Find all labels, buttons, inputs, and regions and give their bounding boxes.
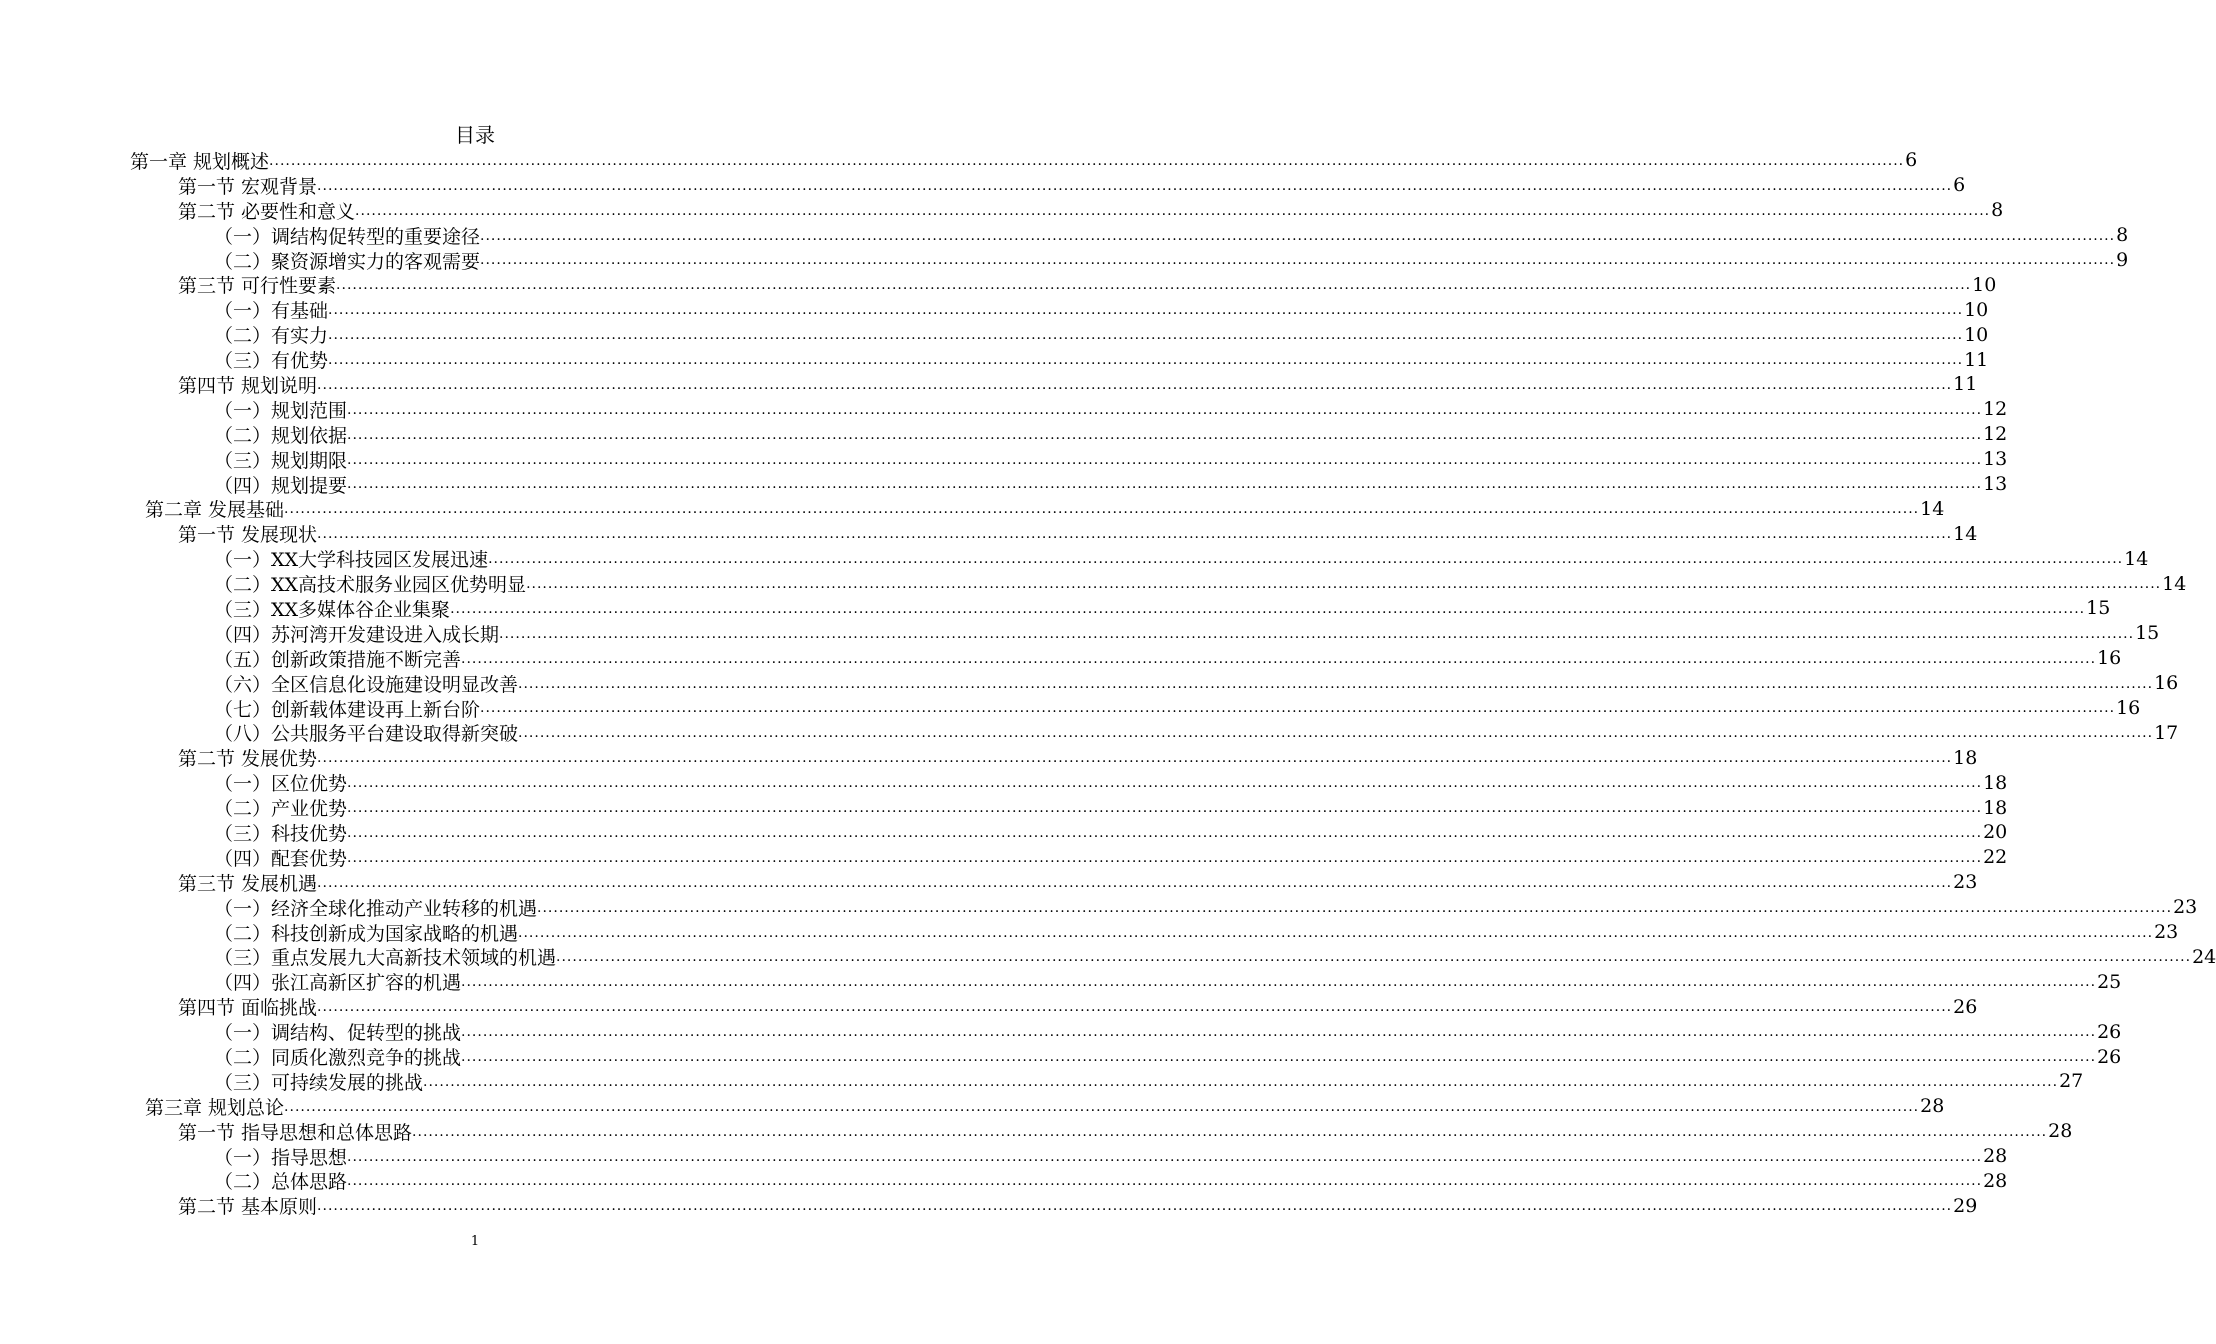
toc-entry-label: （二）同质化激烈竞争的挑战 xyxy=(214,1047,462,1070)
toc-leader-dots: ............................................................................................................................................................................................................................................................................................................ xyxy=(347,849,1983,866)
toc-leader-dots: ............................................................................................................................................................................................................................................................................................................ xyxy=(461,1048,2097,1065)
toc-entry-page: 11 xyxy=(1964,348,1989,371)
toc-leader-dots: ............................................................................................................................................................................................................................................................................................................ xyxy=(518,725,2154,742)
toc-entry-page: 18 xyxy=(1983,771,2008,794)
toc-title: 目录 xyxy=(455,123,495,147)
toc-entry-label: 第一节 发展现状 xyxy=(178,524,318,547)
toc-entry[interactable] xyxy=(214,223,2129,248)
toc-entry-label: 第四节 面临挑战 xyxy=(178,997,318,1020)
toc-entry-label: （三）可持续发展的挑战 xyxy=(214,1071,424,1094)
toc-leader-dots: ............................................................................................................................................................................................................................................................................................................ xyxy=(347,824,1983,841)
toc-entry[interactable] xyxy=(214,596,2111,621)
toc-leader-dots: ............................................................................................................................................................................................................................................................................................................ xyxy=(328,327,1964,344)
toc-leader-dots: ............................................................................................................................................................................................................................................................................................................ xyxy=(317,1198,1953,1215)
toc-entry-label: （三）规划期限 xyxy=(214,449,348,472)
toc-entry-page: 16 xyxy=(2154,672,2179,695)
toc-entry-page: 11 xyxy=(1953,373,1978,396)
toc-leader-dots: ............................................................................................................................................................................................................................................................................................................ xyxy=(499,625,2135,642)
toc-entry[interactable] xyxy=(214,347,1989,373)
toc-entry-label: （三）重点发展九大高新技术领域的机遇 xyxy=(214,947,557,970)
toc-entry-label: （一）有基础 xyxy=(214,300,329,323)
toc-entry-page: 16 xyxy=(2097,647,2122,670)
toc-entry[interactable] xyxy=(214,1044,2122,1070)
toc-entry-label: 第一节 宏观背景 xyxy=(178,175,318,198)
toc-entry[interactable] xyxy=(178,994,1978,1020)
toc-leader-dots: ............................................................................................................................................................................................................................................................................................................ xyxy=(412,1123,2048,1140)
toc-list xyxy=(0,148,2216,1219)
toc-entry[interactable] xyxy=(214,248,2129,273)
toc-leader-dots: ............................................................................................................................................................................................................................................................................................................ xyxy=(347,401,1983,418)
toc-entry-label: 第二节 必要性和意义 xyxy=(178,200,356,223)
toc-leader-dots: ............................................................................................................................................................................................................................................................................................................ xyxy=(518,924,2154,941)
toc-entry-label: （三）科技优势 xyxy=(214,823,348,845)
toc-entry-page: 17 xyxy=(2154,721,2179,744)
toc-leader-dots: ............................................................................................................................................................................................................................................................................................................ xyxy=(269,152,1905,169)
toc-entry-page: 29 xyxy=(1953,1194,1978,1217)
toc-entry-page: 10 xyxy=(1964,298,1989,321)
toc-entry-label: （一）调结构促转型的重要途径 xyxy=(214,225,481,248)
toc-leader-dots: ............................................................................................................................................................................................................................................................................................................ xyxy=(480,227,2116,244)
toc-entry[interactable] xyxy=(214,1069,2084,1094)
toc-entry-page: 10 xyxy=(1972,273,1997,296)
toc-leader-dots: ............................................................................................................................................................................................................................................................................................................ xyxy=(488,551,2124,568)
toc-entry-page: 28 xyxy=(2048,1120,2073,1143)
toc-entry[interactable] xyxy=(214,571,2187,597)
toc-entry-label: （三）有优势 xyxy=(214,350,329,373)
toc-entry[interactable] xyxy=(178,173,1966,198)
toc-leader-dots: ............................................................................................................................................................................................................................................................................................................ xyxy=(317,999,1953,1016)
toc-entry-page: 26 xyxy=(2097,1045,2122,1068)
toc-leader-dots: ............................................................................................................................................................................................................................................................................................................ xyxy=(317,874,1953,891)
toc-entry[interactable] xyxy=(214,1144,2008,1169)
toc-entry-label: 第三章 规划总论 xyxy=(145,1096,285,1119)
toc-leader-dots: ............................................................................................................................................................................................................................................................................................................ xyxy=(355,202,1991,219)
toc-entry-page: 8 xyxy=(2116,224,2129,247)
toc-entry[interactable] xyxy=(214,422,2008,447)
toc-entry-page: 14 xyxy=(2124,547,2149,570)
toc-entry[interactable] xyxy=(214,1019,2122,1045)
toc-entry-page: 28 xyxy=(1920,1095,1945,1118)
toc-entry-page: 10 xyxy=(1964,323,1989,346)
toc-leader-dots: ............................................................................................................................................................................................................................................................................................................ xyxy=(526,576,2162,593)
toc-entry-page: 13 xyxy=(1983,473,2008,496)
toc-leader-dots: ............................................................................................................................................................................................................................................................................................................ xyxy=(328,302,1964,319)
toc-entry[interactable] xyxy=(214,770,2008,796)
toc-entry[interactable] xyxy=(214,895,2198,920)
toc-leader-dots: ............................................................................................................................................................................................................................................................................................................ xyxy=(347,451,1983,468)
toc-entry-page: 15 xyxy=(2086,597,2111,620)
toc-entry-label: 第二节 基本原则 xyxy=(178,1196,318,1219)
toc-leader-dots: ............................................................................................................................................................................................................................................................................................................ xyxy=(347,800,1983,817)
toc-entry-page: 28 xyxy=(1983,1145,2008,1168)
toc-entry-label: （二）规划依据 xyxy=(214,424,348,447)
toc-entry-label: （四）配套优势 xyxy=(214,847,348,870)
toc-leader-dots: ............................................................................................................................................................................................................................................................................................................ xyxy=(284,501,1920,518)
toc-entry-label: 第二节 发展优势 xyxy=(178,748,318,771)
toc-entry[interactable] xyxy=(214,920,2179,945)
toc-entry-label: （五）创新政策措施不断完善 xyxy=(214,648,462,671)
toc-entry-label: 第二章 发展基础 xyxy=(145,499,285,522)
toc-leader-dots: ............................................................................................................................................................................................................................................................................................................ xyxy=(461,1024,2097,1041)
toc-entry[interactable] xyxy=(214,397,2008,422)
toc-entry-page: 14 xyxy=(1953,522,1978,545)
toc-entry[interactable] xyxy=(214,820,2008,845)
toc-entry[interactable] xyxy=(130,148,1918,173)
toc-entry[interactable] xyxy=(214,720,2179,746)
toc-leader-dots: ............................................................................................................................................................................................................................................................................................................ xyxy=(518,675,2154,692)
toc-entry-label: （一）指导思想 xyxy=(214,1146,348,1169)
toc-entry[interactable] xyxy=(214,322,1989,348)
toc-entry[interactable] xyxy=(214,969,2122,995)
toc-leader-dots: ............................................................................................................................................................................................................................................................................................................ xyxy=(347,1173,1983,1190)
toc-entry-page: 18 xyxy=(1983,796,2008,819)
toc-entry-page: 27 xyxy=(2059,1070,2084,1093)
toc-entry[interactable] xyxy=(145,1094,1945,1119)
toc-entry[interactable] xyxy=(214,671,2179,696)
toc-entry[interactable] xyxy=(214,621,2160,646)
toc-entry-label: （二）XX高技术服务业园区优势明显 xyxy=(214,574,527,597)
toc-entry[interactable] xyxy=(178,870,1978,895)
toc-entry[interactable] xyxy=(178,1193,1978,1219)
toc-leader-dots: ............................................................................................................................................................................................................................................................................................................ xyxy=(317,750,1953,767)
toc-entry-page: 23 xyxy=(1953,871,1978,894)
toc-entry[interactable] xyxy=(178,521,1978,547)
toc-leader-dots: ............................................................................................................................................................................................................................................................................................................ xyxy=(450,600,2086,617)
toc-entry-page: 14 xyxy=(2162,572,2187,595)
toc-leader-dots: ............................................................................................................................................................................................................................................................................................................ xyxy=(461,650,2097,667)
toc-entry-label: （三）XX多媒体谷企业集聚 xyxy=(214,598,451,621)
toc-entry-page: 26 xyxy=(2097,1020,2122,1043)
toc-entry[interactable] xyxy=(178,372,1978,397)
toc-entry-label: 第四节 规划说明 xyxy=(178,374,318,397)
toc-entry-page: 16 xyxy=(2116,697,2141,720)
toc-entry-label: （二）产业优势 xyxy=(214,798,348,821)
toc-entry-label: （六）全区信息化设施建设明显改善 xyxy=(214,673,519,696)
toc-leader-dots: ............................................................................................................................................................................................................................................................................................................ xyxy=(480,252,2116,269)
toc-entry-page: 20 xyxy=(1983,821,2008,844)
toc-entry-label: 第三节 发展机遇 xyxy=(178,872,318,895)
toc-entry-label: （一）经济全球化推动产业转移的机遇 xyxy=(214,897,538,920)
toc-entry-label: （七）创新载体建设再上新台阶 xyxy=(214,698,481,721)
toc-entry-page: 24 xyxy=(2192,945,2216,968)
toc-entry-label: 第一章 规划概述 xyxy=(130,150,270,173)
toc-entry[interactable] xyxy=(214,1169,2008,1194)
toc-entry-label: （二）有实力 xyxy=(214,325,329,348)
toc-entry[interactable] xyxy=(178,198,2004,223)
toc-leader-dots: ............................................................................................................................................................................................................................................................................................................ xyxy=(328,352,1964,369)
toc-entry-label: （二）科技创新成为国家战略的机遇 xyxy=(214,922,519,945)
toc-entry-label: （八）公共服务平台建设取得新突破 xyxy=(214,723,519,746)
toc-entry-page: 6 xyxy=(1953,174,1966,197)
toc-entry-page: 26 xyxy=(1953,995,1978,1018)
toc-entry-page: 18 xyxy=(1953,746,1978,769)
toc-leader-dots: ............................................................................................................................................................................................................................................................................................................ xyxy=(423,1073,2059,1090)
toc-entry[interactable] xyxy=(214,845,2008,870)
toc-entry-label: （一）规划范围 xyxy=(214,399,348,422)
toc-entry-label: （一）XX大学科技园区发展迅速 xyxy=(214,549,489,572)
toc-leader-dots: ............................................................................................................................................................................................................................................................................................................ xyxy=(347,426,1983,443)
toc-entry[interactable] xyxy=(214,472,2008,497)
toc-entry[interactable] xyxy=(214,646,2122,671)
toc-entry-label: 第三节 可行性要素 xyxy=(178,275,337,298)
toc-leader-dots: ............................................................................................................................................................................................................................................................................................................ xyxy=(347,775,1983,792)
toc-entry-page: 12 xyxy=(1983,398,2008,421)
toc-leader-dots: ............................................................................................................................................................................................................................................................................................................ xyxy=(480,700,2116,717)
toc-entry-page: 25 xyxy=(2097,970,2122,993)
toc-entry[interactable] xyxy=(214,696,2141,721)
toc-entry-page: 8 xyxy=(1991,199,2004,222)
toc-entry-page: 22 xyxy=(1983,846,2008,869)
toc-entry-page: 13 xyxy=(1983,448,2008,471)
toc-entry[interactable] xyxy=(178,1119,2073,1144)
toc-entry-page: 14 xyxy=(1920,497,1945,520)
toc-entry-page: 23 xyxy=(2173,896,2198,919)
toc-entry-page: 9 xyxy=(2116,249,2129,271)
toc-entry-page: 28 xyxy=(1983,1169,2008,1192)
toc-entry-page: 15 xyxy=(2135,622,2160,645)
toc-entry-label: 第一节 指导思想和总体思路 xyxy=(178,1121,413,1144)
toc-entry-label: （一）调结构、促转型的挑战 xyxy=(214,1022,462,1045)
toc-leader-dots: ............................................................................................................................................................................................................................................................................................................ xyxy=(317,376,1953,393)
toc-leader-dots: ............................................................................................................................................................................................................................................................................................................ xyxy=(556,949,2192,966)
toc-leader-dots: ............................................................................................................................................................................................................................................................................................................ xyxy=(317,526,1953,543)
toc-entry[interactable] xyxy=(214,546,2149,572)
toc-entry-label: （四）规划提要 xyxy=(214,474,348,497)
toc-entry-page: 12 xyxy=(1983,423,2008,446)
toc-leader-dots: ............................................................................................................................................................................................................................................................................................................ xyxy=(461,974,2097,991)
toc-entry[interactable] xyxy=(214,447,2008,472)
toc-entry[interactable] xyxy=(145,496,1945,522)
page-number: 1 xyxy=(470,1234,480,1249)
toc-entry[interactable] xyxy=(214,297,1989,323)
toc-entry-label: （二）总体思路 xyxy=(214,1171,348,1194)
toc-leader-dots: ............................................................................................................................................................................................................................................................................................................ xyxy=(347,476,1983,493)
toc-leader-dots: ............................................................................................................................................................................................................................................................................................................ xyxy=(537,899,2173,916)
toc-entry-label: （二）聚资源增实力的客观需要 xyxy=(214,250,481,273)
toc-entry-label: （一）区位优势 xyxy=(214,773,348,796)
toc-entry-label: （四）张江高新区扩容的机遇 xyxy=(214,972,462,995)
toc-entry-page: 6 xyxy=(1905,149,1918,172)
toc-leader-dots: ............................................................................................................................................................................................................................................................................................................ xyxy=(336,277,1972,294)
toc-entry-page: 23 xyxy=(2154,921,2179,944)
toc-leader-dots: ............................................................................................................................................................................................................................................................................................................ xyxy=(317,177,1953,194)
toc-entry[interactable] xyxy=(178,745,1978,771)
toc-entry[interactable] xyxy=(178,272,1997,298)
toc-entry[interactable] xyxy=(214,945,2216,970)
toc-entry[interactable] xyxy=(214,795,2008,821)
toc-leader-dots: ............................................................................................................................................................................................................................................................................................................ xyxy=(284,1098,1920,1115)
toc-entry-label: （四）苏河湾开发建设进入成长期 xyxy=(214,623,500,646)
toc-leader-dots: ............................................................................................................................................................................................................................................................................................................ xyxy=(347,1148,1983,1165)
